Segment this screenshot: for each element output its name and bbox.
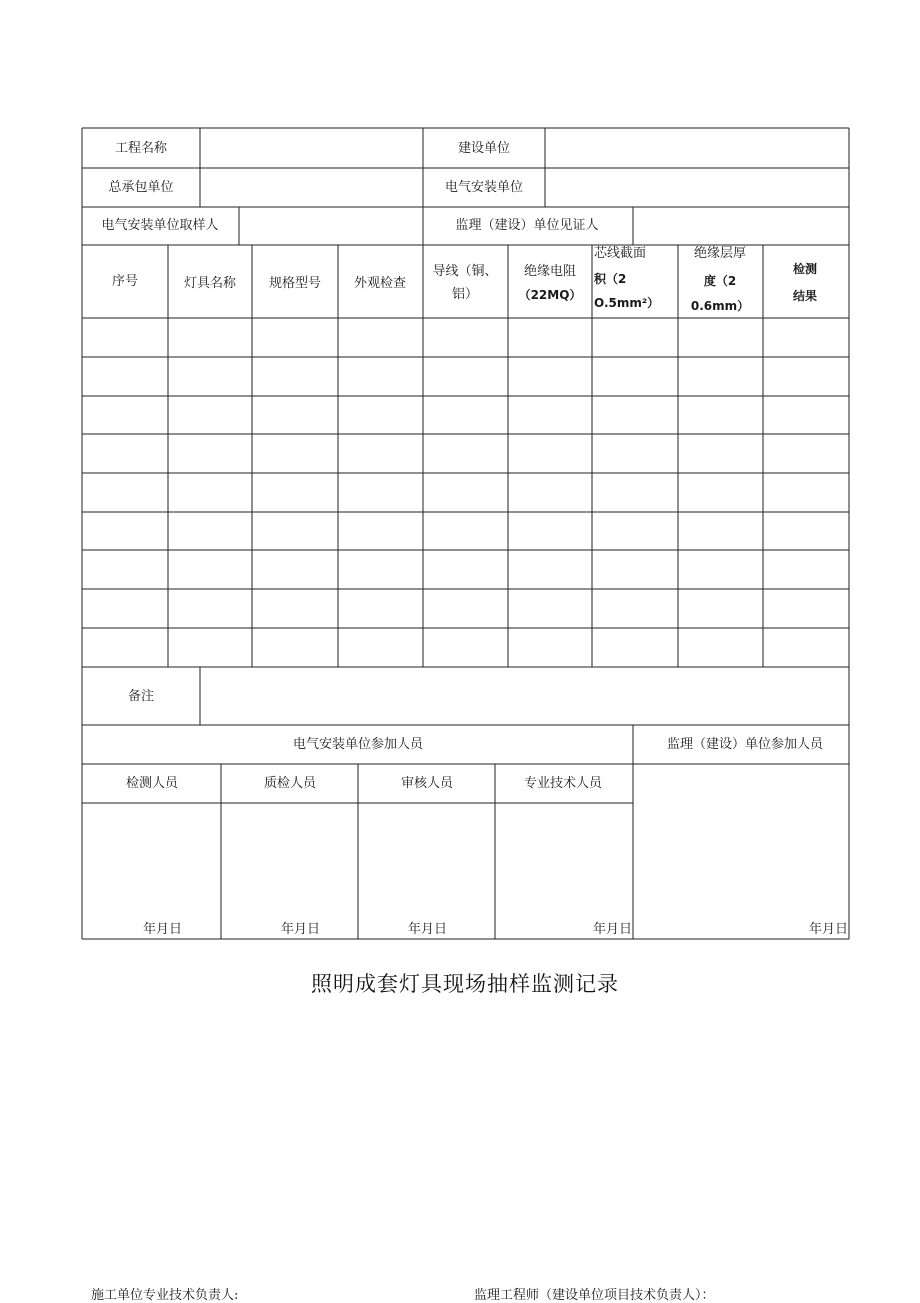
technical-label: 专业技术人员 (523, 776, 603, 791)
electrical-participants-label: 电气安装单位参加人员 (292, 737, 424, 752)
sampler-label: 电气安装单位取样人 (101, 218, 219, 233)
supervision-date: 年月日 (809, 922, 849, 937)
supervision-participants-label: 监理（建设）单位参加人员 (666, 737, 824, 752)
col-layer-line2: 度（2 (703, 274, 737, 288)
remarks-label: 备注 (127, 689, 155, 704)
footer-construction-tech-lead: 施工单位专业技术负责人: (91, 1288, 239, 1303)
col-core-line1: 芯线截面 (594, 246, 647, 261)
col-wire-line1: 导线（铜、 (432, 264, 498, 279)
witness-label: 监理（建设）单位见证人 (455, 218, 599, 233)
col-core-line3: O.5mm²） (594, 296, 660, 310)
col-seq: 序号 (111, 274, 139, 289)
col-core-line2: 积（2 (594, 272, 627, 286)
technical-date: 年月日 (593, 922, 633, 937)
reviewer-label: 审核人员 (400, 776, 454, 791)
project-name-label: 工程名称 (114, 141, 168, 156)
col-layer-line3: 0.6mm） (690, 299, 750, 313)
col-spec-model: 规格型号 (268, 276, 322, 291)
inspector-label: 检测人员 (125, 776, 179, 791)
col-lamp-name: 灯具名称 (183, 276, 237, 291)
footer-supervision-engineer: 监理工程师（建设单位项目技术负责人）： (474, 1288, 715, 1303)
col-layer-line1: 绝缘层厚 (693, 246, 747, 261)
inspector-date: 年月日 (143, 922, 183, 937)
col-result-line2: 结果 (792, 289, 818, 303)
general-contractor-label: 总承包单位 (108, 180, 174, 195)
col-wire-line2: 铝） (451, 287, 479, 302)
construction-unit-label: 建设单位 (457, 141, 511, 156)
col-insulation-line1: 绝缘电阻 (523, 264, 577, 279)
reviewer-date: 年月日 (408, 922, 448, 937)
quality-label: 质检人员 (263, 776, 317, 791)
electrical-unit-label: 电气安装单位 (444, 180, 524, 195)
document-title: 照明成套灯具现场抽样监测记录 (311, 972, 619, 996)
col-appearance: 外观检查 (353, 276, 407, 291)
quality-date: 年月日 (281, 922, 321, 937)
col-result-line1: 检测 (792, 262, 818, 276)
col-insulation-line2: （22MQ） (518, 288, 582, 302)
